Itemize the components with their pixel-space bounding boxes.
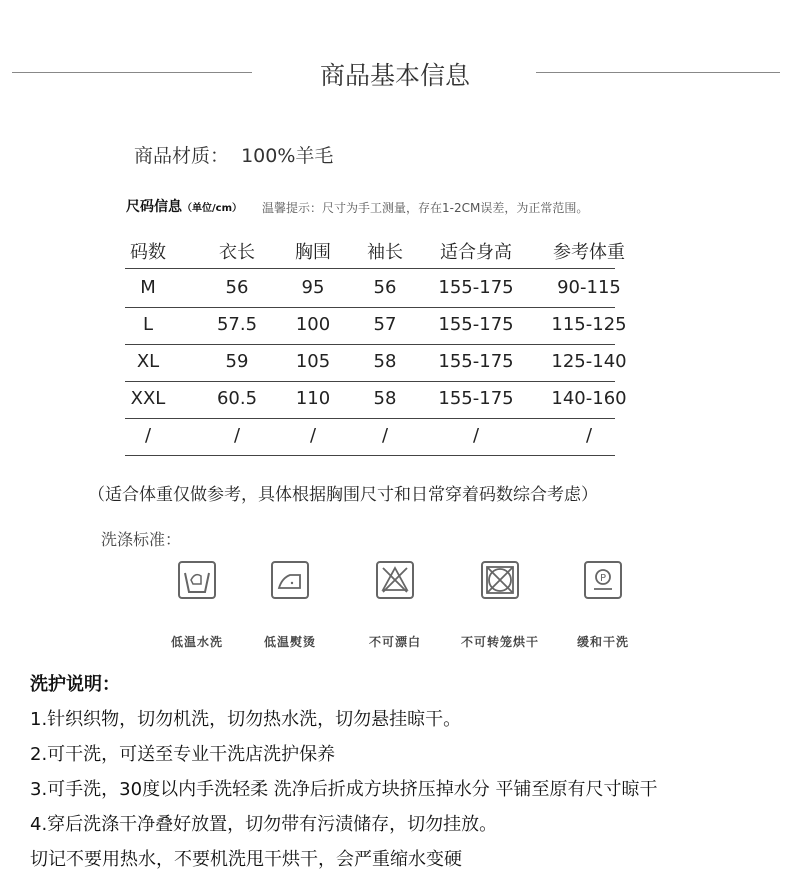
table-cell: L (142, 314, 154, 335)
table-cell: 95 (301, 277, 325, 298)
table-cell: 58 (373, 388, 397, 409)
table-cell: 90-115 (557, 277, 621, 298)
wash-icon-label: 不可转笼烘干 (460, 635, 539, 649)
table-cell: / (472, 425, 480, 446)
care-line: 3.可手洗，30度以内手洗轻柔 洗净后折成方块挤压掉水分 平铺至原有尺寸晾干 (30, 779, 658, 800)
size-tip: 温馨提示：尺寸为手工测量，存在1-2CM误差，为正常范围。 (262, 201, 589, 215)
table-header: 码数 (130, 242, 166, 263)
table-header: 胸围 (295, 242, 331, 263)
size-info-heading (126, 196, 242, 216)
care-line: 切记不要用热水，不要机洗甩干烘干，会严重缩水变硬 (30, 849, 462, 870)
table-cell: 115-125 (551, 314, 627, 335)
svg-text:P: P (599, 573, 607, 584)
care-title: 洗护说明： (30, 674, 120, 695)
size-info-label: 尺码信息 (126, 199, 182, 215)
table-cell: / (144, 425, 152, 446)
table-cell: / (309, 425, 317, 446)
table-cell: / (381, 425, 389, 446)
table-cell: 140-160 (551, 388, 627, 409)
table-row-divider (125, 344, 615, 345)
table-cell: M (140, 277, 156, 298)
table-cell: 155-175 (438, 388, 514, 409)
table-cell: 155-175 (438, 314, 514, 335)
gentle-dry-clean-icon (583, 560, 623, 600)
table-header: 袖长 (367, 242, 403, 263)
iron-low-icon (270, 560, 310, 600)
size-unit: （单位/cm） (182, 203, 242, 214)
table-cell: / (585, 425, 593, 446)
table-header: 参考体重 (553, 242, 625, 263)
table-cell: XXL (130, 388, 166, 409)
care-line: 4.穿后洗涤干净叠好放置，切勿带有污渍储存，切勿挂放。 (30, 814, 498, 835)
table-header: 衣长 (219, 242, 255, 263)
table-cell: 58 (373, 351, 397, 372)
care-line: 2.可干洗，可送至专业干洗店洗护保养 (30, 744, 336, 765)
table-row-divider (125, 418, 615, 419)
wash-icon-label: 缓和干洗 (576, 635, 629, 649)
wash-label: 洗涤标准： (101, 530, 182, 549)
table-cell: 155-175 (438, 351, 514, 372)
table-row-divider (125, 268, 615, 269)
table-row-divider (125, 381, 615, 382)
table-cell: 105 (295, 351, 331, 372)
hand-wash-icon (177, 560, 217, 600)
table-row-divider (125, 455, 615, 456)
no-tumble-dry-icon (480, 560, 520, 600)
table-cell: 57 (373, 314, 397, 335)
table-row-divider (125, 307, 615, 308)
table-cell: 155-175 (438, 277, 514, 298)
wash-icon-label: 不可漂白 (368, 635, 421, 649)
table-cell: 100 (295, 314, 331, 335)
table-cell: / (233, 425, 241, 446)
wash-icon-label: 低温熨烫 (263, 635, 316, 649)
table-cell: 110 (295, 388, 331, 409)
table-cell: XL (136, 351, 160, 372)
table-cell: 56 (373, 277, 397, 298)
table-cell: 60.5 (216, 388, 258, 409)
table-cell: 57.5 (216, 314, 258, 335)
no-bleach-icon (375, 560, 415, 600)
weight-note: （适合体重仅做参考，具体根据胸围尺寸和日常穿着码数综合考虑） (88, 485, 598, 505)
care-line: 1.针织织物，切勿机洗，切勿热水洗，切勿悬挂晾干。 (30, 709, 462, 730)
table-header: 适合身高 (440, 242, 512, 263)
material: 商品材质： 100%羊毛 (134, 145, 334, 167)
wash-icon-label: 低温水洗 (170, 635, 223, 649)
page-title: 商品基本信息 (319, 61, 470, 90)
table-cell: 125-140 (551, 351, 627, 372)
table-cell: 59 (225, 351, 249, 372)
table-cell: 56 (225, 277, 249, 298)
